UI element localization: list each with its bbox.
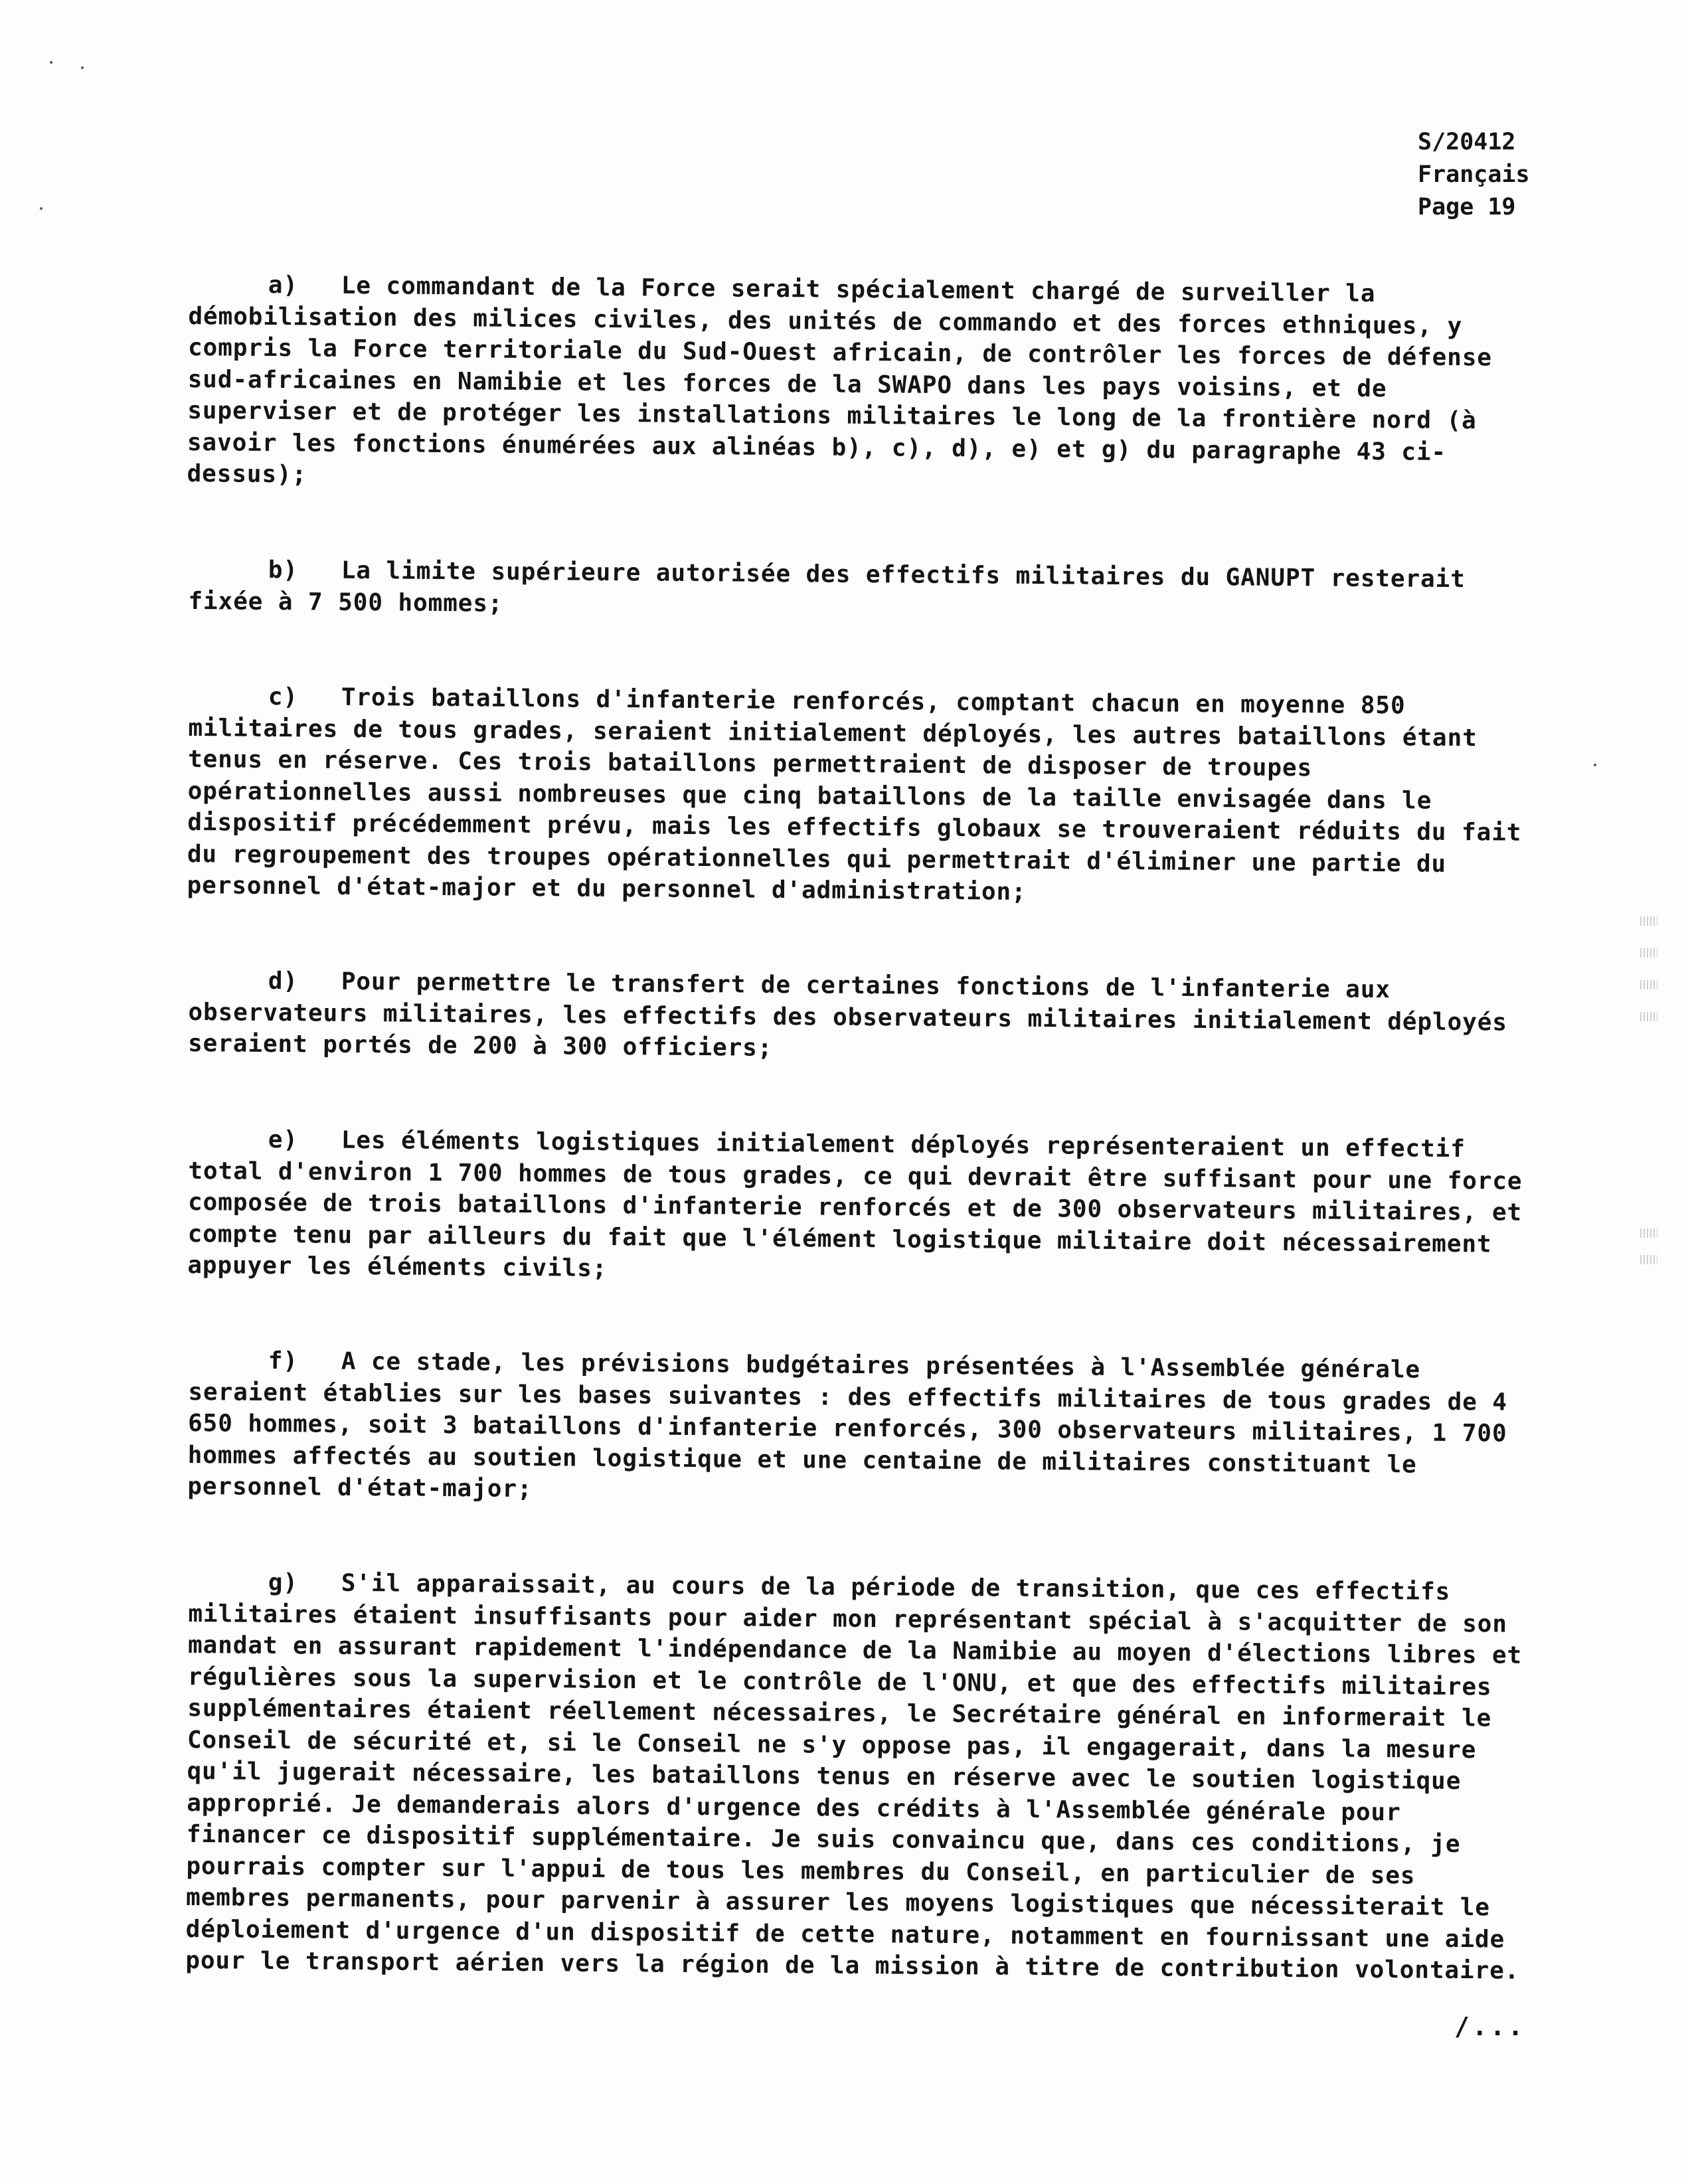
scan-speck — [1640, 1228, 1657, 1238]
paragraph-text: Trois bataillons d'infanterie renforcés, comptant chacun en moyenne 850 militaires de tous grades, seraient initialement déployés, les autres bataillons étant tenus en réserve. Ces trois bataillons permettraient de disposer de troupes opérationnelles aussi nombreuses que cinq bataillons de la taille envisagée dans le dispositif précédemment prévu, mais les effectifs globaux se trouveraient réduits du fait du regroupement des troupes opérationnelles qui permettrait d'éliminer une partie du personnel d'état-major et du personnel d'administration; — [187, 683, 1522, 906]
scan-artifacts — [1640, 916, 1667, 1275]
paragraph-text: S'il apparaissait, au cours de la période de transition, que ces effectifs militaires étaient insuffisants pour aider mon représentant spécial à s'acquitter de son mandat en assurant rapidement l'indépendance de la Namibie au moyen d'élections libres et régulières sous la supervision et le contrôle de l'ONU, et que des effectifs militaires supplémentaires étaient réellement nécessaires, le Secrétaire général en informerait le Conseil de sécurité et, si le Conseil ne s'y oppose pas, il engagerait, dans la mesure qu'il jugerait nécessaire, les bataillons tenus en réserve avec le soutien logistique approprié. Je demanderais alors d'urgence des crédits à l'Assemblée générale pour financer ce dispositif supplémentaire. Je suis convaincu que, dans ces conditions, je pourrais compter sur l'appui de tous les membres du Conseil, en particulier de ses membres permanents, pour parvenir à assurer les moyens logistiques que nécessiterait le déploiement d'urgence d'un dispositif de cette nature, notamment en fournissant une aide pour le transport aérien vers la région de la mission à titre de contribution volontaire. — [185, 1569, 1523, 1985]
scan-speck — [1640, 1012, 1657, 1021]
paragraph-marker: d) — [268, 967, 299, 995]
paragraph-marker: f) — [268, 1347, 299, 1375]
document-symbol: S/20412 — [1418, 129, 1516, 155]
document-language: Français — [1418, 161, 1530, 188]
paragraph-marker: b) — [268, 556, 299, 584]
page-number: Page 19 — [1418, 194, 1516, 220]
paragraph-marker: g) — [268, 1568, 299, 1596]
scan-speck — [1640, 1255, 1657, 1264]
scan-speck — [1640, 916, 1657, 926]
paragraph-c — [187, 681, 1530, 912]
paragraph-text: Pour permettre le transfert de certaines fonctions de l'infanterie aux observateurs militaires, les effectifs des observateurs militaires initialement déployés seraient portés de 200 à 300 officiers; — [187, 967, 1508, 1062]
paragraph-text: A ce stade, les prévisions budgétaires présentées à l'Assemblée générale seraient établies sur les bases suivantes : des effectifs militaires de tous grades de 4 650 hommes, soit 3 bataillons d'infanterie renforcés, 300 observateurs militaires, 1 700 hommes affectés au soutien logistique et une centaine de militaires constituant le personnel d'état-major; — [187, 1347, 1508, 1503]
paragraph-a — [187, 269, 1530, 500]
continuation-mark: /... — [1454, 2012, 1526, 2041]
scan-dot — [40, 207, 42, 210]
paragraph-d — [188, 965, 1530, 1070]
paragraph-marker: c) — [268, 683, 299, 711]
paragraph-f — [187, 1345, 1530, 1513]
scan-dot — [81, 66, 84, 69]
paragraph-text: Le commandant de la Force serait spécialement chargé de surveiller la démobilisation des milices civiles, des unités de commando et des forces ethniques, y compris la Force territoriale du Sud-Ouest africain, de contrôler les forces de défense sud-africaines en Namibie et les forces de la SWAPO dans les pays voisins, et de superviser et de protéger les installations militaires le long de la frontière nord (à savoir les fonctions énumérées aux alinéas b), c), d), e) et g) du paragraphe 43 ci-dessus); — [187, 272, 1493, 489]
paragraph-g — [185, 1566, 1530, 1987]
scan-dot — [1594, 764, 1596, 766]
paragraph-marker: a) — [268, 271, 299, 299]
paragraph-text: La limite supérieure autorisée des effectifs militaires du GANUPT resterait fixée à 7 500 hommes; — [188, 556, 1466, 617]
paragraph-marker: e) — [268, 1126, 299, 1153]
scan-speck — [1640, 948, 1657, 958]
document-body — [185, 269, 1530, 2040]
paragraph-b — [188, 554, 1530, 628]
paragraph-e — [187, 1124, 1530, 1292]
document-header — [1418, 126, 1530, 224]
scan-dot — [50, 61, 52, 64]
scan-speck — [1640, 980, 1657, 989]
paragraph-text: Les éléments logistiques initialement déployés représenteraient un effectif total d'environ 1 700 hommes de tous grades, ce qui devrait être suffisant pour une force composée de trois bataillons d'infanterie renforcés et de 300 observateurs militaires, et compte tenu par ailleurs du fait que l'élément logistique militaire doit nécessairement appuyer les éléments civils; — [187, 1126, 1523, 1282]
